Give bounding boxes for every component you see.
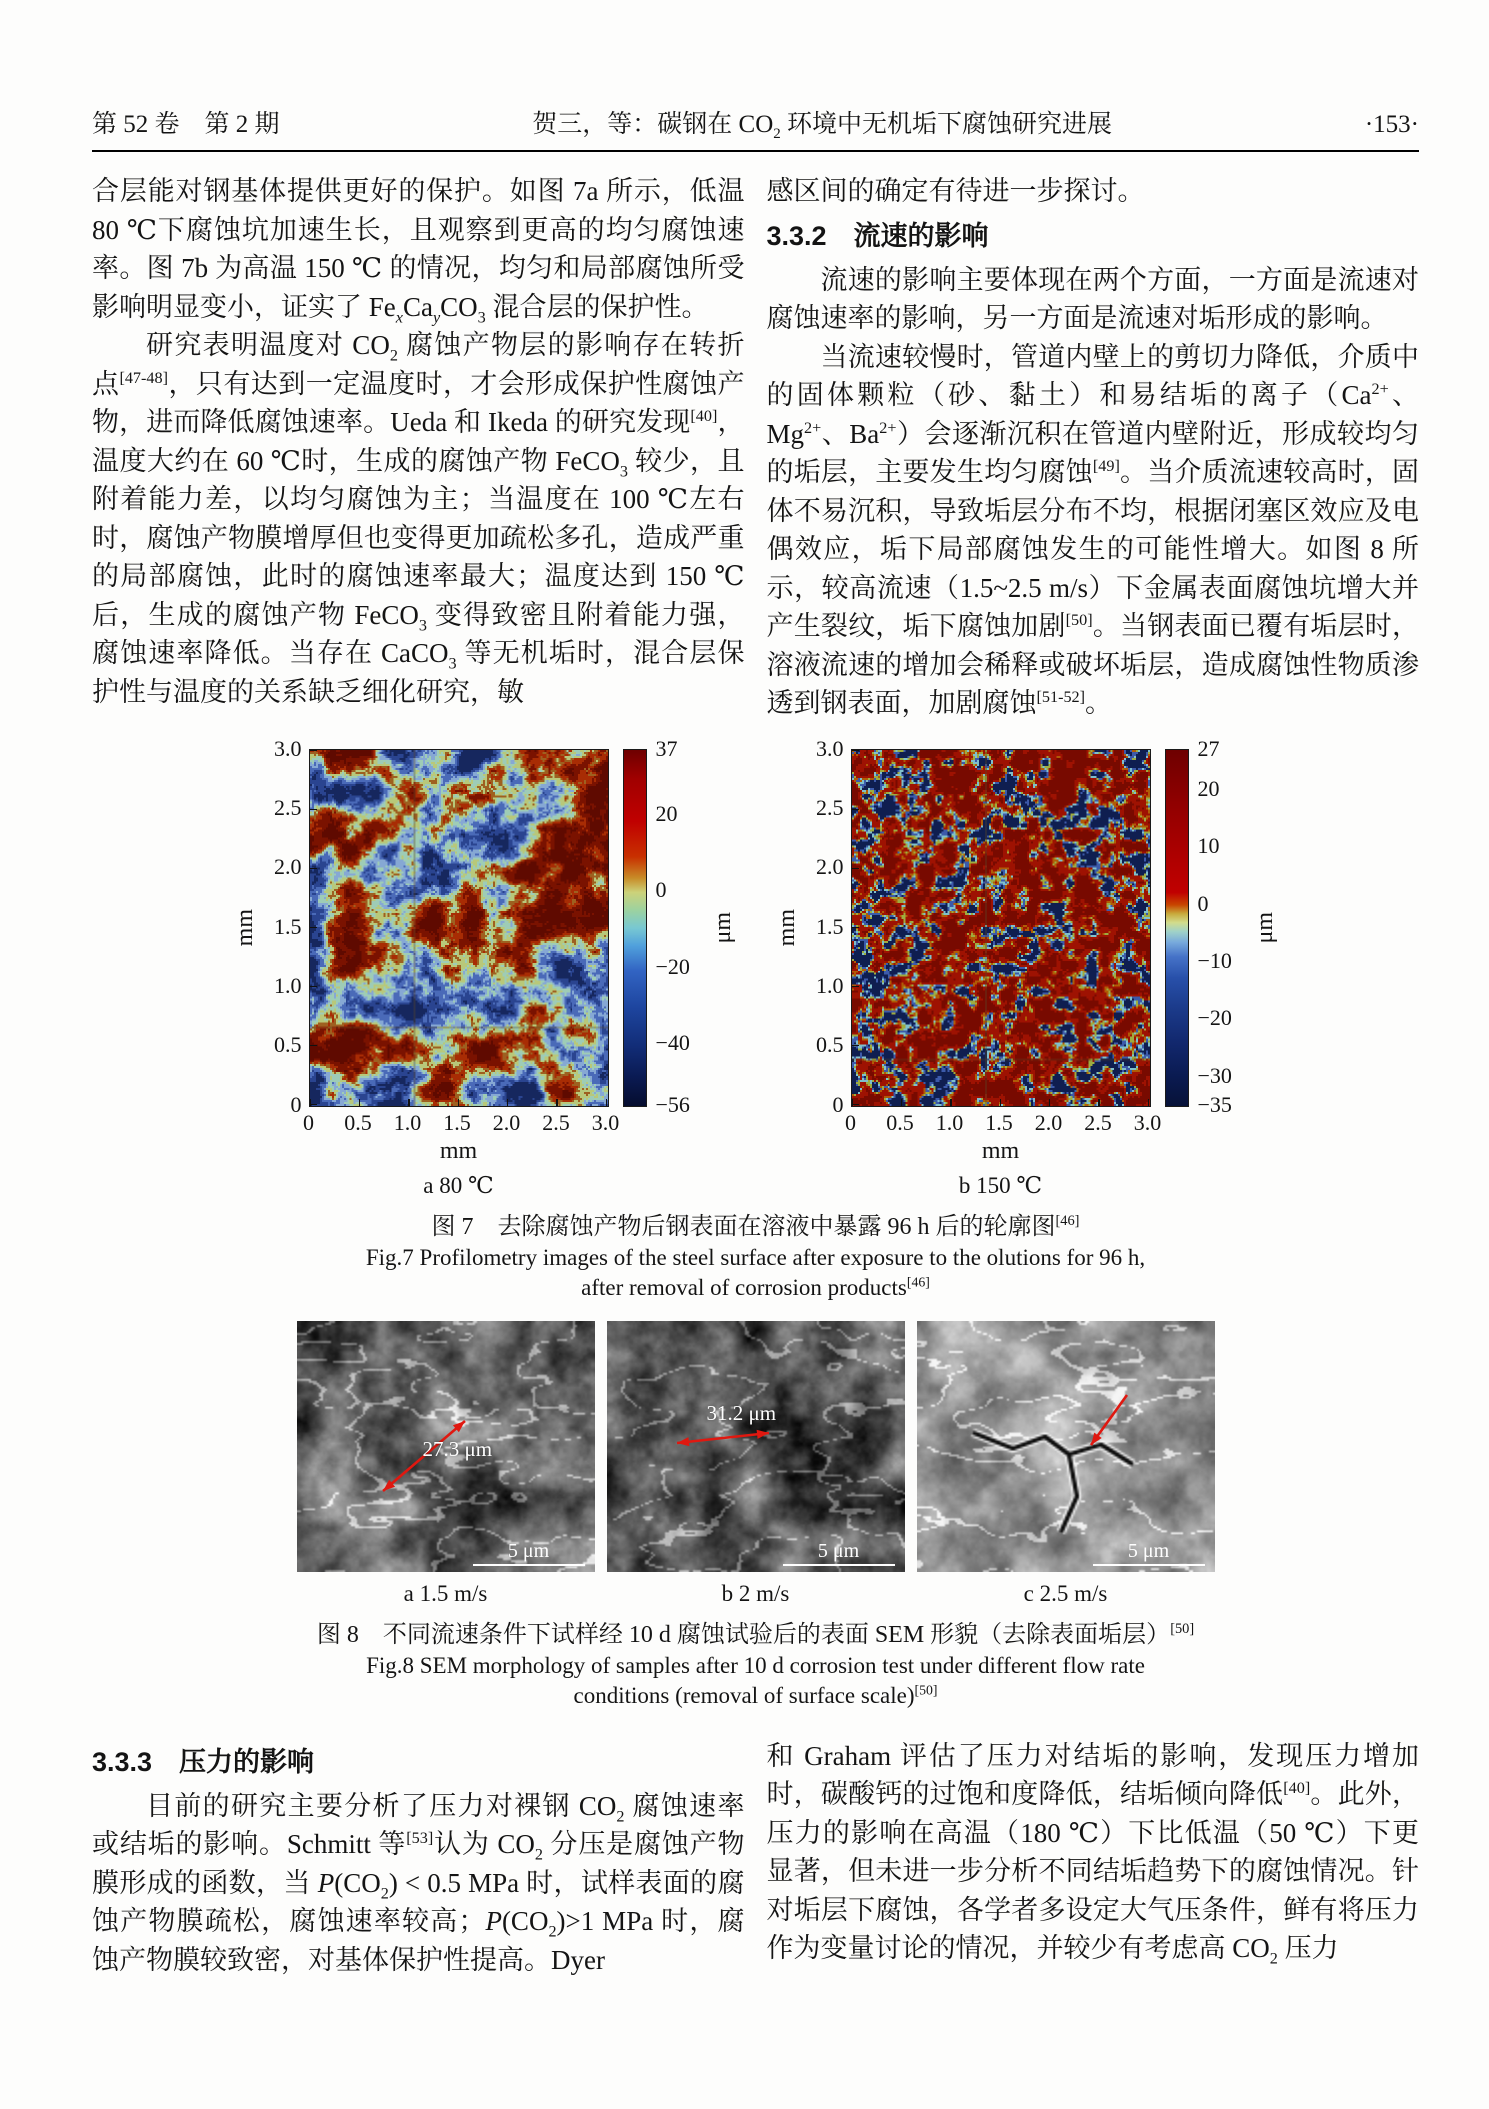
scale-bar-label: 5 μm [1127,1539,1170,1562]
x-tick-label: 2.0 [492,1109,521,1135]
y-axis-ticks [261,735,309,1117]
x-tick-mark [556,1099,558,1106]
scale-bar [473,1540,585,1566]
colorbar-tick-label: 20 [1197,775,1220,801]
x-tick-label: 0.5 [344,1109,372,1135]
y-tick-label: 2.5 [816,794,844,820]
figure-7 [92,735,1419,1199]
x-tick-label: 1.0 [393,1109,422,1135]
y-tick-mark [310,868,317,870]
colorbar-gradient [624,750,646,1106]
crack-arrow-overlay [917,1321,1215,1572]
colorbar [623,749,647,1107]
fig7-caption-zh: 图 7 去除腐蚀产物后钢表面在溶液中暴露 96 h 后的轮廓图[46] [431,1212,1080,1240]
y-tick-mark [852,750,859,752]
y-tick-mark [310,1045,317,1047]
colorbar-tick-label: 37 [655,735,678,761]
colorbar-tick-label: −56 [655,1091,690,1117]
header-page-number: ·153· [1364,111,1419,138]
fig8-caption-en-line2: conditions (removal of surface scale)[50] [573,1681,938,1708]
y-tick-label: 2.0 [274,854,302,880]
y-tick-label: 0.5 [816,1032,844,1058]
measurement-label: 31.2 μm [706,1400,777,1425]
colorbar-tick-label: −20 [655,953,690,979]
x-tick-mark [1049,1099,1051,1106]
fig8-panel-c-label: c 2.5 m/s [1023,1580,1108,1606]
x-axis-ticks [845,1107,1165,1137]
paragraph: 目前的研究主要分析了压力对裸钢 $CO_2$ 腐蚀速率或结垢的影响。Schmitt 等[53]认为 $CO_2$ 分压是腐蚀产物膜形成的函数，当 $P(CO_2) < 0.5$ MPa 时，试样表面的腐蚀产物膜疏松，腐蚀速率较高；$P(CO_2)>1$ MPa 时，腐蚀产物膜较致密，对基体保护性提高。Dyer [92,1790,745,1975]
fig7-panel-b [773,735,1281,1199]
colorbar-tick-label: −40 [655,1030,690,1056]
colorbar-tick-label: −20 [1197,1005,1232,1031]
y-tick-label: 0.5 [274,1032,302,1058]
colorbar-tick-label: 10 [1197,833,1220,859]
colorbar-tick-label: 20 [655,800,678,826]
fig7-panel-b-plot-row [773,735,1281,1117]
profilometry-heatmap-80c [309,749,609,1107]
x-tick-label: 2.5 [542,1109,570,1135]
fig7-panel-a-label: a 80 ℃ [423,1172,494,1198]
bottom-left-column [92,1737,745,1980]
arrow-line [677,1433,769,1443]
x-tick-mark [408,1099,410,1106]
fig8-caption-zh: 图 8 不同流速条件下试样经 10 d 腐蚀试验后的表面 SEM 形貌（去除表面垢层）[50] [316,1620,1195,1648]
x-tick-label: 0 [845,1109,856,1135]
x-axis-ticks [303,1107,623,1137]
header-volume-issue: 第 52 卷 第 2 期 [92,111,280,138]
x-tick-mark [507,1099,509,1106]
colorbar-unit-label: μm [710,911,736,944]
sem-image-1.5ms [297,1321,595,1572]
y-tick-label: 2.5 [274,794,302,820]
right-column [767,172,1420,723]
y-tick-mark [852,986,859,988]
fig8-panel-c [917,1321,1215,1607]
y-tick-label: 3.0 [274,735,302,761]
x-tick-mark [359,1099,361,1106]
y-tick-mark [310,927,317,929]
top-columns [92,172,1419,723]
fig8-panel-a-label: a 1.5 m/s [403,1580,488,1606]
x-tick-label: 1.0 [935,1109,964,1135]
x-tick-mark [901,1099,903,1106]
x-tick-mark [1098,1099,1100,1106]
x-tick-label: 1.5 [985,1109,1013,1135]
scale-bar-label: 5 μm [817,1539,860,1562]
y-tick-label: 1.5 [274,913,302,939]
colorbar-tick-label: 27 [1197,735,1220,761]
y-tick-mark [310,809,317,811]
section-heading: 3.3.3 压力的影响 [92,1746,315,1777]
x-axis-label: mm [981,1137,1020,1164]
fig8-panel-a [297,1321,595,1607]
y-tick-mark [852,809,859,811]
y-tick-label: 0 [290,1091,302,1117]
y-tick-mark [852,1045,859,1047]
left-column [92,172,745,723]
heatmap-canvas [310,750,608,1106]
colorbar-tick-label: 0 [655,877,667,903]
profilometry-heatmap-150c [851,749,1151,1107]
fig8-caption-en-line1: Fig.8 SEM morphology of samples after 10 d corrosion test under different flow rate [366,1652,1145,1678]
fig7-panel-a-plot-row [231,735,739,1117]
fig7-panel-b-label: b 150 ℃ [958,1172,1043,1198]
y-tick-label: 2.0 [816,854,844,880]
sem-image-2ms [607,1321,905,1572]
x-tick-label: 3.0 [591,1109,620,1135]
x-tick-label: 3.0 [1133,1109,1162,1135]
x-tick-label: 2.0 [1034,1109,1063,1135]
paragraph: 研究表明温度对 $CO_2$ 腐蚀产物层的影响存在转折点[47-48]，只有达到一定温度时，才会形成保护性腐蚀产物，进而降低腐蚀速率。Ueda 和 Ikeda 的研究发现[40]，温度大约在 60 ℃时，生成的腐蚀产物 FeCO$_3$ 较少，且附着能力差，以均匀腐蚀为主；当温度在 100 ℃左右时，腐蚀产物膜增厚但也变得更加疏松多孔，造成严重的局部腐蚀，此时的腐蚀速率最大；温度达到 150 ℃后，生成的腐蚀产物 FeCO$_3$ 变得致密且附着能力强，腐蚀速率降低。当存在 CaCO$_3$ 等无机垢时，混合层保护性与温度的关系缺乏细化研究，敏 [92,330,745,707]
colorbar-tick-label: −10 [1197,947,1232,973]
measurement-arrow-overlay [607,1321,905,1572]
scale-bar-line [1093,1564,1205,1566]
y-tick-mark [310,1104,317,1106]
fig7-caption-en-line1: Fig.7 Profilometry images of the steel surface after exposure to the olutions for 96 h, [365,1244,1146,1270]
paragraph: 和 Graham 评估了压力对结垢的影响，发现压力增加时，碳酸钙的过饱和度降低，结垢倾向降低[40]。此外，压力的影响在高温（180 ℃）下比低温（50 ℃）下更显著，但未进一步分析不同结垢趋势下的腐蚀情况。针对垢层下腐蚀，各学者多设定大气压条件，鲜有将压力作为变量讨论的情况，并较少有考虑高 $CO_2$ 压力 [766,1740,1420,1968]
x-tick-mark [606,1099,608,1106]
scale-bar [1093,1540,1205,1566]
figure-8 [92,1321,1419,1607]
y-tick-mark [852,1104,859,1106]
paragraph: 合层能对钢基体提供更好的保护。如图 7a 所示，低温 80 ℃下腐蚀坑加速生长，且观察到更高的均匀腐蚀速率。图 7b 为高温 150 ℃ 的情况，均匀和局部腐蚀所受影响明显变小，证实了 $Fe_xCa_yCO_3$ 混合层的保护性。 [92,176,745,326]
header-running-title: 贺三，等：碳钢在 $CO_2$ 环境中无机垢下腐蚀研究进展 [532,111,1113,142]
colorbar-ticks [647,735,709,1117]
x-tick-mark [1148,1099,1150,1106]
y-tick-label: 3.0 [816,735,844,761]
colorbar [1165,749,1189,1107]
y-tick-label: 1.0 [816,972,844,998]
sem-image-2.5ms [917,1321,1215,1572]
x-tick-label: 2.5 [1084,1109,1112,1135]
y-tick-mark [310,986,317,988]
x-axis-label: mm [439,1137,478,1164]
colorbar-ticks [1189,735,1251,1117]
y-tick-mark [310,750,317,752]
x-tick-mark [1000,1099,1002,1106]
section-heading: 3.3.2 流速的影响 [766,220,989,251]
heatmap-canvas [852,750,1150,1106]
paragraph: 当流速较慢时，管道内壁上的剪切力降低，介质中的固体颗粒（砂、黏土）和易结垢的离子（$Ca^{2+}$、$Mg^{2+}$、$Ba^{2+}$）会逐渐沉积在管道内壁附近，形成较均匀的垢层，主要发生均匀腐蚀[49]。当介质流速较高时，固体不易沉积，导致垢层分布不均，根据闭塞区效应及电偶效应，垢下局部腐蚀发生的可能性增大。如图 8 所示，较高流速（1.5~2.5 m/s）下金属表面腐蚀坑增大并产生裂纹，垢下腐蚀加剧[50]。当钢表面已覆有垢层时，溶液流速的增加会稀释或破坏垢层，造成腐蚀性物质渗透到钢表面，加剧腐蚀[51-52]。 [766,341,1420,718]
x-tick-mark [950,1099,952,1106]
paragraph: 流速的影响主要体现在两个方面，一方面是流速对腐蚀速率的影响，另一方面是流速对垢形成的影响。 [766,264,1419,333]
y-tick-label: 1.5 [816,913,844,939]
colorbar-tick-label: −35 [1197,1091,1232,1117]
x-tick-label: 0 [303,1109,314,1135]
colorbar-tick-label: −30 [1197,1062,1232,1088]
y-tick-mark [852,868,859,870]
y-tick-label: 1.0 [274,972,302,998]
bottom-columns [92,1737,1419,1980]
fig8-panel-b [607,1321,905,1607]
colorbar-gradient [1166,750,1188,1106]
y-axis-label: mm [232,908,258,947]
y-tick-mark [852,927,859,929]
header-rule [92,150,1419,152]
y-axis-label: mm [774,908,800,947]
y-tick-label: 0 [832,1091,844,1117]
x-tick-mark [458,1099,460,1106]
paragraph: 感区间的确定有待进一步探讨。 [766,176,1145,206]
page-header [92,104,1419,140]
fig8-panel-b-label: b 2 m/s [721,1580,790,1606]
scale-bar-line [783,1564,895,1566]
scale-bar-label: 5 μm [507,1539,550,1562]
x-tick-label: 1.5 [443,1109,471,1135]
bottom-right-column [767,1737,1420,1980]
measurement-label: 27.3 μm [422,1436,493,1461]
scale-bar [783,1540,895,1566]
colorbar-unit-label: μm [1252,911,1278,944]
fig7-caption-en-line2: after removal of corrosion products[46] [581,1273,930,1300]
colorbar-tick-label: 0 [1197,890,1209,916]
y-axis-ticks [803,735,851,1117]
fig7-panel-a [231,735,739,1199]
scale-bar-line [473,1564,585,1566]
x-tick-label: 0.5 [886,1109,914,1135]
